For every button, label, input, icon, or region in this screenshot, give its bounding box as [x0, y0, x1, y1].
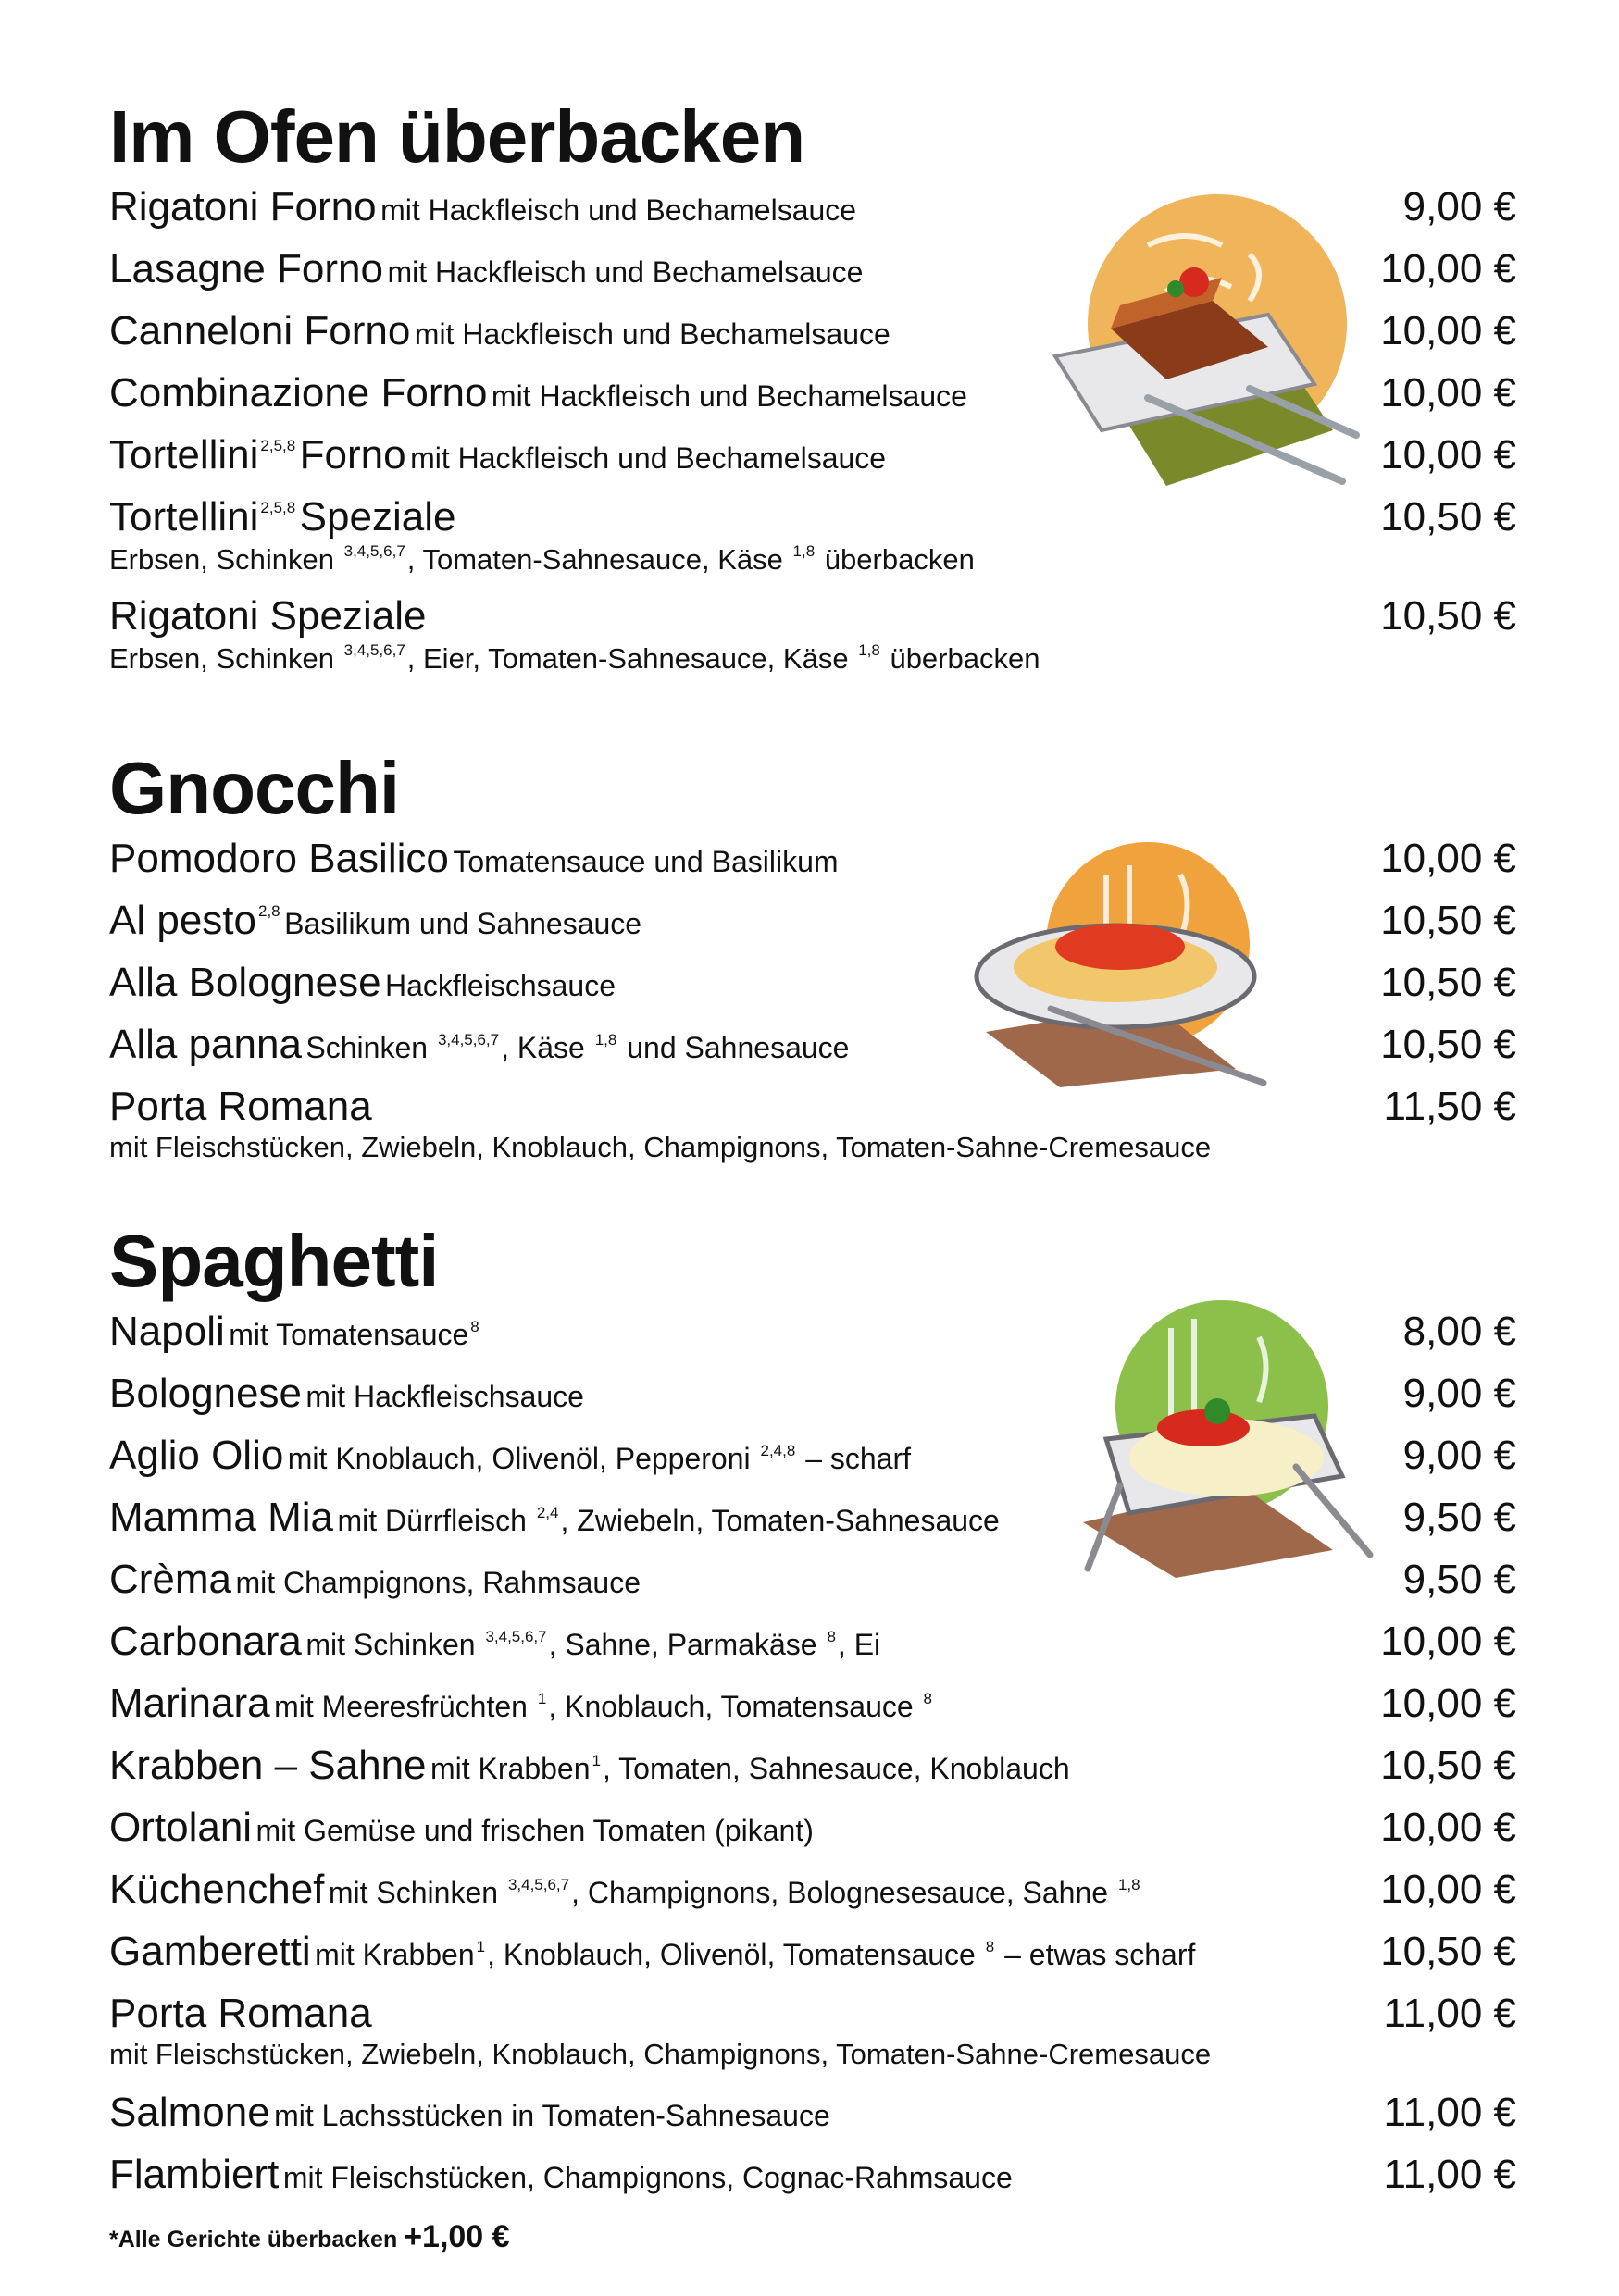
lasagne-illustration — [1037, 190, 1370, 500]
dish-name: Ortolani — [109, 1805, 253, 1850]
dish-description: Schinken $^{3,4,5,6,7}$, Käse $^{1,8}$ und Sahnesauce — [305, 1031, 850, 1064]
dish-name: Crèma — [109, 1557, 232, 1602]
dish-description: mit Schinken $^{3,4,5,6,7}$, Sahne, Parmakäse $^8$, Ei — [305, 1628, 881, 1661]
dish-name: Rigatoni Forno — [109, 184, 377, 230]
dish-price: 9,50 € — [1402, 1495, 1516, 1540]
dish-description: mit Lachsstücken in Tomaten-Sahnesauce — [274, 2099, 830, 2132]
menu-item — [109, 1745, 1516, 1807]
dish-price: 10,50 € — [1380, 898, 1516, 943]
menu-item — [109, 593, 1516, 695]
dish-name-suffix: Forno — [299, 432, 406, 478]
dish-name: Küchenchef — [109, 1867, 325, 1912]
dish-name: Salmone — [109, 2090, 270, 2135]
dish-price: 10,50 € — [1380, 1022, 1516, 1067]
dish-description: mit Hackfleisch und Bechamelsauce — [410, 441, 887, 475]
dish-description: mit Dürrfleisch $^{2,4}$, Zwiebeln, Tomaten-Sahnesauce — [337, 1504, 1000, 1537]
dish-name: Lasagne Forno — [109, 246, 383, 292]
dish-price: 9,50 € — [1402, 1557, 1516, 1602]
dish-description: mit Champignons, Rahmsauce — [235, 1566, 641, 1599]
dish-name: Rigatoni Speziale — [109, 593, 427, 639]
sauce — [1055, 924, 1185, 970]
menu-item — [109, 838, 1516, 900]
dish-name: Carbonara — [109, 1619, 302, 1664]
menu-item — [109, 900, 1516, 962]
dish-description: mit Hackfleisch und Bechamelsauce — [387, 255, 864, 289]
section-title: Gnocchi — [109, 747, 400, 829]
dish-name: Al pesto — [109, 898, 256, 943]
dish-price: 11,00 € — [1383, 2090, 1516, 2135]
dish-price: 10,00 € — [1380, 308, 1516, 354]
dish-description: mit Knoblauch, Olivenöl, Pepperoni $^{2,4,8}$ – scharf — [287, 1442, 912, 1475]
dish-description: mit Gemüse und frischen Tomaten (pikant) — [255, 1814, 814, 1847]
dish-price: 10,00 € — [1380, 246, 1516, 292]
dish-price: 10,50 € — [1380, 1929, 1516, 1974]
dish-description: mit Krabben $^1$, Tomaten, Sahnesauce, Knoblauch — [430, 1752, 1070, 1785]
spaghetti-illustration — [1065, 1291, 1384, 1578]
dish-price: 11,50 € — [1383, 1084, 1516, 1129]
sauce — [1157, 1409, 1250, 1446]
dish-price: 11,00 € — [1383, 1991, 1516, 2036]
dish-description: Hackfleischsauce — [385, 969, 616, 1002]
dish-name: Gamberetti — [109, 1929, 311, 1974]
menu-item — [109, 1086, 1516, 1185]
dish-description: Basilikum und Sahnesauce — [284, 907, 642, 940]
dish-name: Krabben – Sahne — [109, 1743, 427, 1788]
dish-name: Tortellini — [109, 494, 259, 540]
dish-description: mit Krabben $^1$, Knoblauch, Olivenöl, Tomatensauce $^8$ – etwas scharf — [315, 1938, 1196, 1971]
footnote-price: +1,00 € — [404, 2219, 510, 2254]
dish-description: mit Fleischstücken, Champignons, Cognac-Rahmsauce — [282, 2161, 1013, 2194]
allergen-marker: 2,5,8 — [260, 499, 296, 516]
dish-description: mit Fleischstücken, Zwiebeln, Knoblauch, Champignons, Tomaten-Sahne-Cremesauce — [109, 1131, 1212, 1163]
dish-description: Tomatensauce und Basilikum — [453, 845, 839, 878]
dish-description: Erbsen, Schinken $^{3,4,5,6,7}$, Eier, Tomaten-Sahnesauce, Käse $^{1,8}$ überbacken — [109, 641, 1040, 675]
dish-name: Mamma Mia — [109, 1495, 334, 1540]
dish-price: 10,00 € — [1380, 836, 1516, 881]
dish-description: mit Hackfleisch und Bechamelsauce — [380, 193, 857, 227]
dish-price: 10,50 € — [1380, 960, 1516, 1005]
dish-name: Napoli — [109, 1309, 225, 1354]
dish-name: Flambiert — [109, 2152, 280, 2197]
dish-name: Porta Romana — [109, 1991, 372, 2036]
dish-price: 10,00 € — [1380, 1867, 1516, 1912]
menu-item — [109, 1621, 1516, 1683]
dish-name-suffix: Speziale — [299, 494, 456, 540]
menu-item — [109, 2092, 1516, 2154]
dish-name: Porta Romana — [109, 1084, 372, 1129]
dish-name: Tortellini — [109, 432, 259, 478]
dish-description: mit Tomatensauce $^8$ — [229, 1318, 479, 1351]
section-title: Spaghetti — [109, 1220, 439, 1302]
menu-item — [109, 1993, 1516, 2092]
dish-price: 10,50 € — [1380, 593, 1516, 639]
menu-item — [109, 1024, 1516, 1086]
dish-name: Canneloni Forno — [109, 308, 411, 354]
menu-item — [109, 1869, 1516, 1931]
menu-item — [109, 2154, 1516, 2216]
dish-price: 9,00 € — [1402, 1433, 1516, 1478]
menu-item — [109, 1683, 1516, 1745]
dish-price: 10,50 € — [1380, 1743, 1516, 1788]
gnocchi-illustration — [967, 838, 1282, 1087]
dish-name: Marinara — [109, 1681, 270, 1726]
dish-description: mit Fleischstücken, Zwiebeln, Knoblauch, Champignons, Tomaten-Sahne-Cremesauce — [109, 2038, 1212, 2070]
dish-price: 11,00 € — [1383, 2152, 1516, 2197]
dish-price: 10,00 € — [1380, 1805, 1516, 1850]
dish-name: Bolognese — [109, 1371, 302, 1416]
menu-item — [109, 1807, 1516, 1869]
dish-price: 9,00 € — [1402, 184, 1516, 230]
dish-name: Combinazione Forno — [109, 370, 488, 416]
dish-description: mit Meeresfrüchten $^1$, Knoblauch, Tomatensauce $^8$ — [274, 1690, 933, 1723]
dish-price: 9,00 € — [1402, 1371, 1516, 1416]
dish-price: 10,00 € — [1380, 432, 1516, 478]
dish-name: Alla Bolognese — [109, 960, 381, 1005]
section-title: Im Ofen überbacken — [109, 95, 805, 178]
menu-item — [109, 494, 1516, 596]
dish-price: 10,50 € — [1380, 494, 1516, 540]
dish-price: 10,00 € — [1380, 1681, 1516, 1726]
dish-description: mit Hackfleisch und Bechamelsauce — [414, 317, 890, 351]
dish-price: 10,00 € — [1380, 1619, 1516, 1664]
allergen-marker: 2,5,8 — [260, 437, 296, 454]
dish-price: 8,00 € — [1402, 1309, 1516, 1354]
dish-price: 10,00 € — [1380, 370, 1516, 416]
dish-description: mit Hackfleischsauce — [305, 1380, 584, 1413]
footnote: *Alle Gerichte überbacken +1,00 € — [109, 2219, 510, 2254]
dish-description: mit Schinken $^{3,4,5,6,7}$, Champignons, Bolognesesauce, Sahne $^{1,8}$ — [328, 1876, 1140, 1909]
section-gnocchi — [109, 747, 1516, 1185]
menu-item — [109, 1931, 1516, 1993]
dish-name: Alla panna — [109, 1022, 302, 1067]
allergen-marker: 2,8 — [257, 902, 280, 920]
menu-item — [109, 962, 1516, 1024]
dish-name: Aglio Olio — [109, 1433, 284, 1478]
dish-description: mit Hackfleisch und Bechamelsauce — [491, 379, 967, 413]
dish-description: Erbsen, Schinken $^{3,4,5,6,7}$, Tomaten-Sahnesauce, Käse $^{1,8}$ überbacken — [109, 542, 975, 576]
tomato — [1179, 267, 1209, 297]
dish-name: Pomodoro Basilico — [109, 836, 449, 881]
